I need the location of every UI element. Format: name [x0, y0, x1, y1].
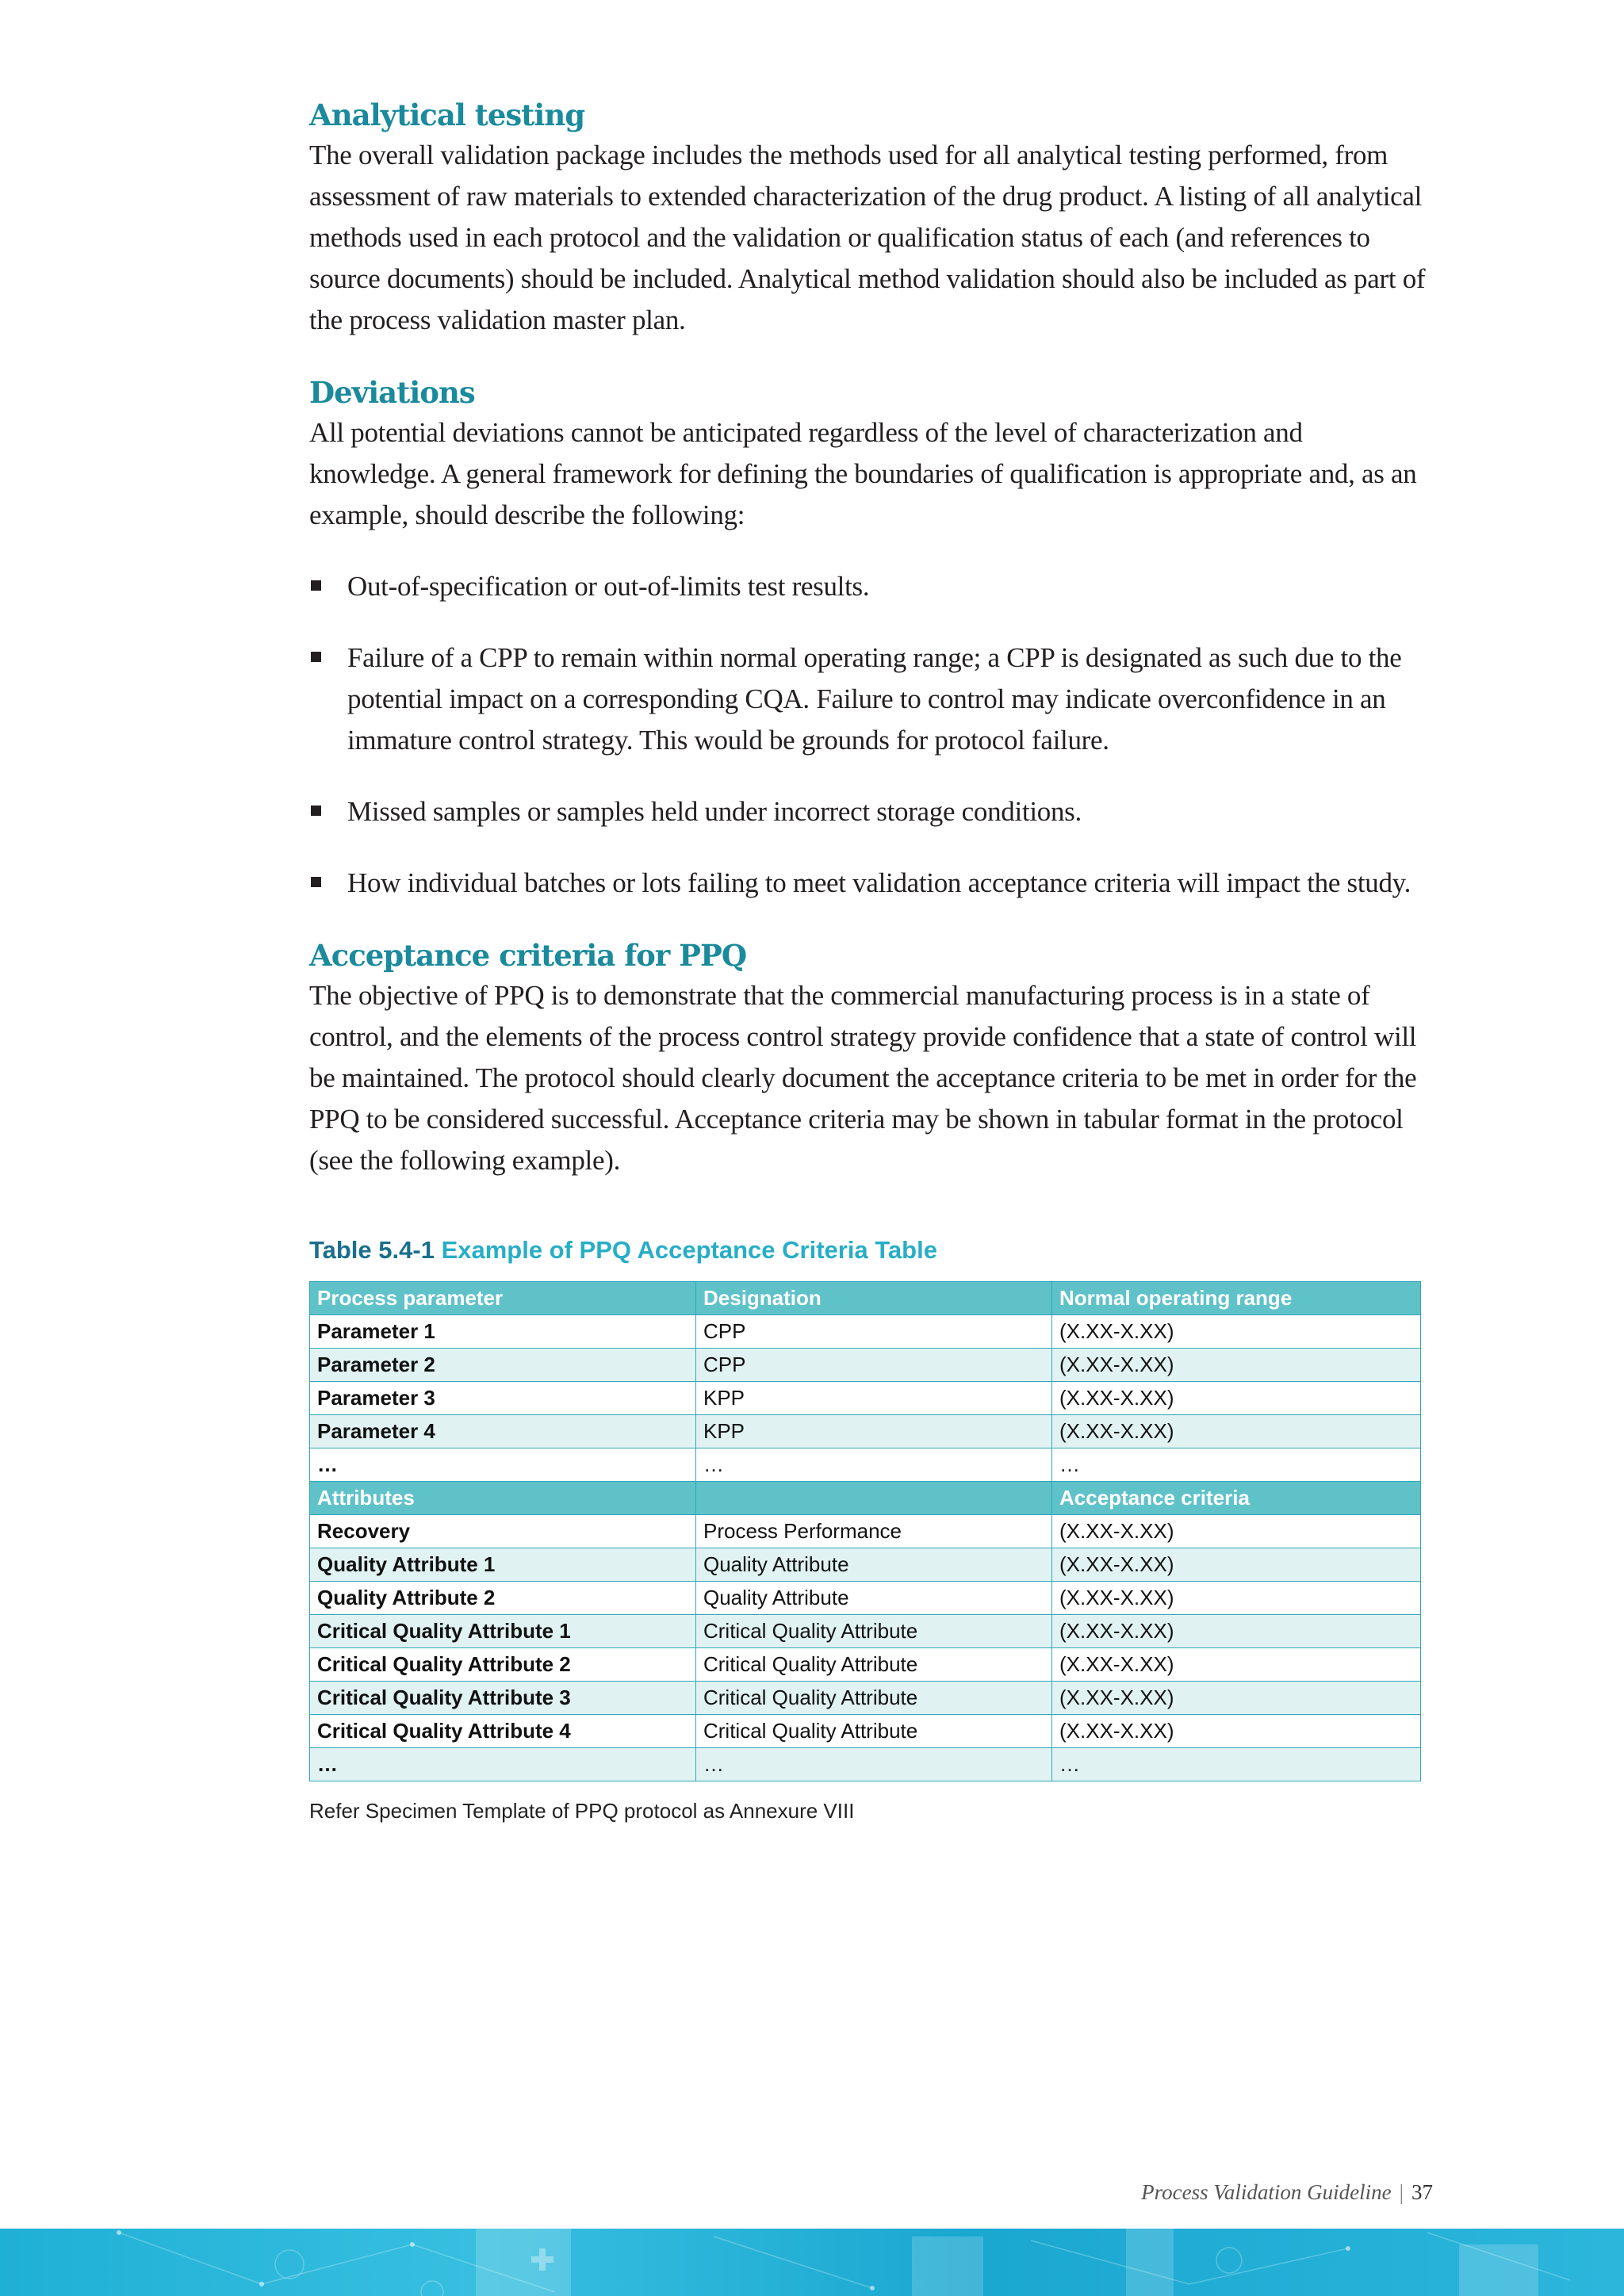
- table-row: [310, 1682, 1421, 1715]
- header-cell: Normal operating range: [1052, 1282, 1421, 1315]
- table-cell: Quality Attribute 2: [310, 1582, 696, 1615]
- table-cell: (X.XX-X.XX): [1052, 1548, 1421, 1582]
- deviations-heading: Deviations: [309, 375, 475, 410]
- header-cell: Acceptance criteria: [1052, 1482, 1421, 1515]
- table-cell: (X.XX-X.XX): [1052, 1415, 1421, 1448]
- table-cell: (X.XX-X.XX): [1052, 1582, 1421, 1615]
- table-cell: Critical Quality Attribute: [696, 1615, 1052, 1648]
- table-cell: (X.XX-X.XX): [1052, 1715, 1421, 1748]
- table-cell: …: [696, 1748, 1052, 1781]
- table-caption-number: Table 5.4-1: [309, 1236, 435, 1264]
- table-cell: …: [310, 1748, 696, 1781]
- table-row: [310, 1648, 1421, 1682]
- footer-separator: |: [1399, 2180, 1404, 2204]
- table-cell: Process Performance: [696, 1515, 1052, 1548]
- table-row: [310, 1615, 1421, 1648]
- table-cell: (X.XX-X.XX): [1052, 1682, 1421, 1715]
- table-cell: Critical Quality Attribute: [696, 1715, 1052, 1748]
- table-cell: Critical Quality Attribute 1: [310, 1615, 696, 1648]
- analytical-testing-body: The overall validation package includes the methods used for all analytical testing performed, from assessment of raw materials to extended characterization of the drug product. A listing of all analytical methods used in each protocol and the validation or qualification status of each (and references to source documents) should be included. Analytical method validation should also be included as part of the process validation master plan.: [309, 140, 1426, 335]
- table-cell: (X.XX-X.XX): [1052, 1382, 1421, 1415]
- table-cell: (X.XX-X.XX): [1052, 1648, 1421, 1682]
- table-row: [310, 1315, 1421, 1349]
- table-cell: Quality Attribute: [696, 1548, 1052, 1582]
- table-row: [310, 1582, 1421, 1615]
- header-cell: [696, 1482, 1052, 1515]
- table-caption-title: Example of PPQ Acceptance Criteria Table: [441, 1236, 937, 1264]
- table-cell: Critical Quality Attribute: [696, 1682, 1052, 1715]
- table-cell: Parameter 2: [310, 1349, 696, 1382]
- bullet-text: How individual batches or lots failing to meet validation acceptance criteria will impact the study.: [347, 867, 1411, 898]
- table-row: [310, 1548, 1421, 1582]
- decorative-network-pattern: [0, 2229, 1624, 2296]
- table-cell: (X.XX-X.XX): [1052, 1315, 1421, 1349]
- table-cell: (X.XX-X.XX): [1052, 1349, 1421, 1382]
- bullet-square-icon: [311, 877, 321, 887]
- bullet-item: [309, 863, 1435, 904]
- table-cell: …: [1052, 1748, 1421, 1781]
- table-cell: …: [310, 1448, 696, 1482]
- decorative-footer-band: [0, 2229, 1624, 2296]
- table-cell: CPP: [696, 1349, 1052, 1382]
- table-header-row: [310, 1282, 1421, 1315]
- table-cell: KPP: [696, 1382, 1052, 1415]
- table-cell: (X.XX-X.XX): [1052, 1615, 1421, 1648]
- acceptance-criteria-heading: Acceptance criteria for PPQ: [309, 938, 747, 973]
- table-cell: Critical Quality Attribute 4: [310, 1715, 696, 1748]
- bullet-text: Out-of-specification or out-of-limits test results.: [347, 571, 870, 602]
- bullet-square-icon: [311, 652, 321, 662]
- header-cell: Process parameter: [310, 1282, 696, 1315]
- page-number: 37: [1411, 2180, 1433, 2204]
- table-row: [310, 1515, 1421, 1548]
- table-cell: KPP: [696, 1415, 1052, 1448]
- page-footer: [1141, 2180, 1433, 2205]
- header-cell: Designation: [696, 1282, 1052, 1315]
- acceptance-criteria-body: The objective of PPQ is to demonstrate that the commercial manufacturing process is in a state of control, and the elements of the process control strategy provide confidence that a state of control will be maintained. The protocol should clearly document the acceptance criteria to be met in order for the PPQ to be considered successful. Acceptance criteria may be shown in tabular format in the protocol (see the following example).: [309, 980, 1417, 1176]
- table-footnote: Refer Specimen Template of PPQ protocol as Annexure VIII: [309, 1799, 855, 1823]
- table-cell: …: [1052, 1448, 1421, 1482]
- bullet-square-icon: [311, 580, 321, 591]
- table-row: [310, 1448, 1421, 1482]
- bullet-text: Missed samples or samples held under incorrect storage conditions.: [347, 796, 1082, 827]
- table-cell: Parameter 3: [310, 1382, 696, 1415]
- table-cell: Quality Attribute: [696, 1582, 1052, 1615]
- table-cell: (X.XX-X.XX): [1052, 1515, 1421, 1548]
- ppq-acceptance-table: [309, 1281, 1421, 1781]
- table-cell: Critical Quality Attribute: [696, 1648, 1052, 1682]
- bullet-item: [309, 566, 1435, 607]
- table-row: [310, 1715, 1421, 1748]
- table-cell: Parameter 1: [310, 1315, 696, 1349]
- header-cell: Attributes: [310, 1482, 696, 1515]
- page-content: [309, 95, 1435, 1823]
- analytical-testing-heading: Analytical testing: [309, 98, 585, 132]
- table-cell: CPP: [696, 1315, 1052, 1349]
- deviations-body: All potential deviations cannot be anticipated regardless of the level of characterization and knowledge. A general framework for defining the boundaries of qualification is appropriate and, as an example, should describe the following:: [309, 417, 1417, 530]
- deviations-bullet-list: [309, 566, 1435, 904]
- table-row: [310, 1382, 1421, 1415]
- table-cell: Critical Quality Attribute 2: [310, 1648, 696, 1682]
- bullet-text: Failure of a CPP to remain within normal operating range; a CPP is designated as such due to the potential impact on a corresponding CQA. Failure to control may indicate overconfidence in an immature control strategy. This would be grounds for protocol failure.: [347, 642, 1402, 756]
- table-cell: Quality Attribute 1: [310, 1548, 696, 1582]
- footer-document-title: Process Validation Guideline: [1141, 2180, 1392, 2204]
- table-caption: [309, 1235, 1435, 1265]
- table-row: [310, 1748, 1421, 1781]
- table-subheader-row: [310, 1482, 1421, 1515]
- bullet-item: [309, 637, 1435, 761]
- table-cell: Parameter 4: [310, 1415, 696, 1448]
- table-row: [310, 1415, 1421, 1448]
- table-cell: …: [696, 1448, 1052, 1482]
- bullet-item: [309, 791, 1435, 832]
- table-cell: Recovery: [310, 1515, 696, 1548]
- bullet-square-icon: [311, 806, 321, 816]
- table-cell: Critical Quality Attribute 3: [310, 1682, 696, 1715]
- table-row: [310, 1349, 1421, 1382]
